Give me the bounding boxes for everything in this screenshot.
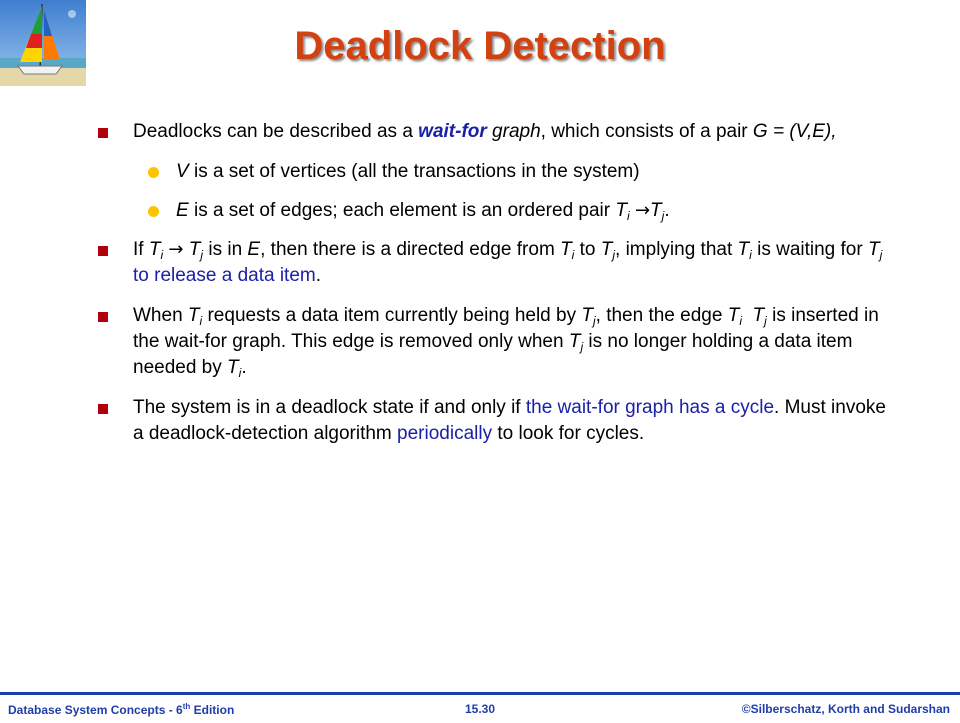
square-bullet-icon	[98, 246, 108, 256]
bullet-deadlock-state: The system is in a deadlock state if and only if the wait-for graph has a cycle. Must invoke a deadlock-detection algorithm periodically to look for cycles.	[98, 395, 898, 447]
square-bullet-icon	[98, 312, 108, 322]
slide-content	[98, 119, 898, 461]
subbullet-edges: E is a set of edges; each element is an ordered pair $T_i \to T_j$.	[98, 198, 898, 224]
subbullet-vertices: V is a set of vertices (all the transactions in the system)	[98, 159, 898, 185]
footer-book-title: Database System Concepts - 6th Edition	[8, 702, 235, 717]
footer-slide-number: 15.30	[465, 702, 496, 716]
bullet-directed-edge: If $T_i \to T_j$ is in E, then there is a directed edge from $T_i$ to $T_j$, implying that $T_i$ is waiting for $T_j$ to release a data item.	[98, 237, 898, 289]
bullet-edge-insertion: When $T_i$ requests a data item currently being held by $T_j$, then the edge $T_i$ $T_j$ is inserted in the wait-for graph. This edge is removed only when $T_j$ is no longer holding a data item needed by $T_i$.	[98, 303, 898, 381]
bullet-wait-for-graph: Deadlocks can be described as a wait-for graph, which consists of a pair G = (V,E),	[98, 119, 898, 145]
right-arrow-icon: →	[168, 239, 184, 260]
slide-title: Deadlock Detection	[294, 24, 666, 68]
square-bullet-icon	[98, 128, 108, 138]
slide-footer	[0, 692, 960, 723]
right-arrow-icon: →	[634, 200, 651, 221]
dot-bullet-icon	[148, 167, 159, 178]
square-bullet-icon	[98, 404, 108, 414]
dot-bullet-icon	[148, 206, 159, 217]
footer-copyright: ©Silberschatz, Korth and Sudarshan	[741, 702, 950, 716]
